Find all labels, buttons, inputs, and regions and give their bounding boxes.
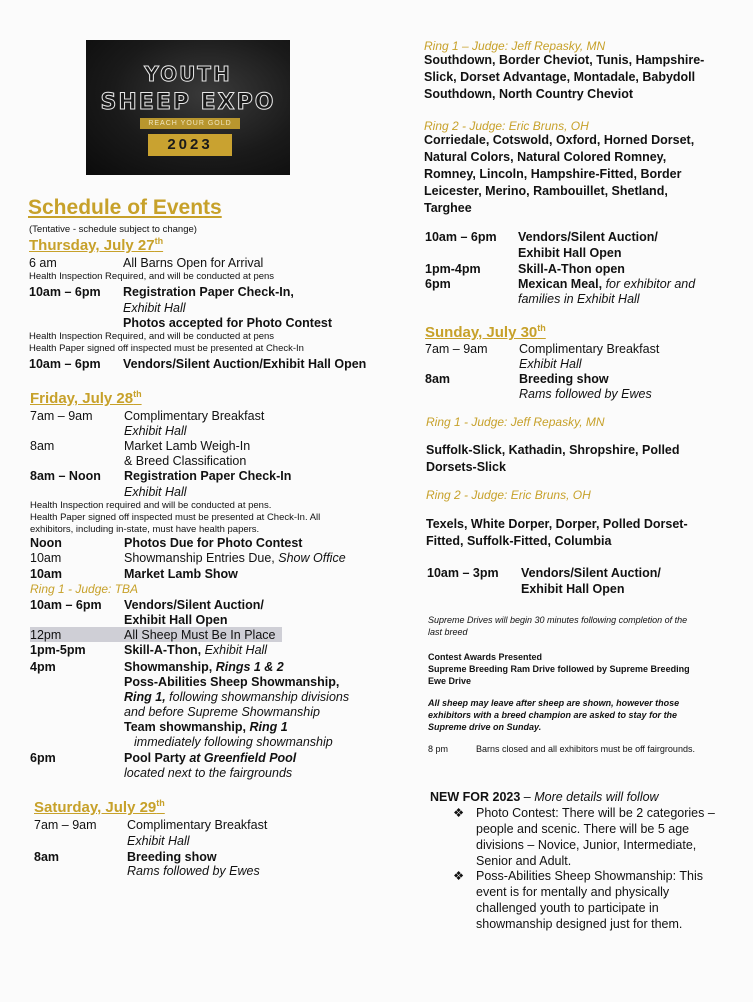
sat-s3-time: 6pm [425,277,451,291]
fri-r10-time: 4pm [30,660,56,674]
breed-line: Southdown, North Country Cheviot [424,87,634,101]
fri-r3-time: 8am – Noon [30,469,101,483]
fri-r6-text: Market Lamb Show [124,567,238,581]
sat-r1-text: Complimentary Breakfast [127,818,268,832]
fri-r2-text: Market Lamb Weigh-In [124,439,251,453]
sat-ring2-breeds [424,132,694,217]
thu-r3-text: Photos accepted for Photo Contest [123,316,333,330]
bullet-diamond-icon: ❖ [453,869,465,883]
sun-note4: All sheep may leave after sheep are shown, however those exhibitors with a breed champion are asked to stay for the Supreme drive on Sunday. [428,698,680,732]
sat-r2-time: 8am [34,850,60,864]
fri-r4-text: Photos Due for Photo Contest [124,536,303,550]
sun-r3-text2: Exhibit Hall Open [521,582,625,596]
thu-r4-time: 10am – 6pm [29,357,101,371]
sat-ring1-breeds [424,52,704,103]
thu-note3: Health Paper signed off inspected must be presented at Check-In [29,343,304,354]
saturday-heading: Saturday, July 29th [34,798,165,816]
thu-r2-sub: Exhibit Hall [123,301,186,315]
sun-r3-text: Vendors/Silent Auction/ [521,566,661,580]
fri-r10-b: Poss-Abilities Sheep Showmanship, [124,675,340,689]
sun-r1-time: 7am – 9am [425,342,488,356]
sat-ring1-judge: Ring 1 – Judge: Jeff Repasky, MN [424,39,606,53]
sun-r2-time: 8am [425,372,451,386]
fri-r7-time: 10am – 6pm [30,598,102,612]
sun-note2: Contest Awards Presented [428,652,543,662]
page-title: Schedule of Events [28,196,222,219]
breed-line: Corriedale, Cotswold, Oxford, Horned Dorset, [424,133,695,147]
fri-r11-text: Pool Party at Greenfield Pool [124,751,297,765]
bullet-diamond-icon: ❖ [453,806,465,820]
thu-r4-text: Vendors/Silent Auction/Exhibit Hall Open [123,357,367,371]
fri-r10-e: Team showmanship, Ring 1 [124,720,288,734]
breed-line: Slick, Dorset Advantage, Montadale, Babydoll [424,70,696,84]
fri-note2: Health Paper signed off inspected must be presented at Check-In. All [30,512,321,523]
fri-r1-time: 7am – 9am [30,409,93,423]
sun-ring2-judge: Ring 2 - Judge: Eric Bruns, OH [426,488,591,502]
sat-s3-text: Mexican Meal, for exhibitor and [518,277,696,291]
sun-r1-sub: Exhibit Hall [519,357,582,371]
fri-r9-text: Skill-A-Thon, Exhibit Hall [124,643,268,657]
fri-r3-text: Registration Paper Check-In [124,469,292,483]
thu-note2: Health Inspection Required, and will be conducted at pens [29,331,275,342]
breed-line: Southdown, Border Cheviot, Tunis, Hampshire- [424,53,705,67]
new-item-photo-contest: Photo Contest: There will be 2 categories – people and scenic. There will be 5 age divisions – Novice, Junior, Intermediate, Senior and Adult. [476,806,715,868]
fri-note3: exhibitors, including in-state, must have health papers. [30,524,260,535]
new-heading: NEW FOR 2023 – More details will follow [430,790,659,804]
thu-r2-time: 10am – 6pm [29,285,101,299]
fri-r5-text: Showmanship Entries Due, Show Office [124,551,346,565]
fri-r1-text: Complimentary Breakfast [124,409,265,423]
thursday-heading: Thursday, July 27th [29,236,164,254]
friday-heading: Friday, July 28th [30,389,142,407]
sat-s2-text: Skill-A-Thon open [518,262,625,276]
sun-close-text: Barns closed and all exhibitors must be off fairgrounds. [476,744,695,754]
logo-youth: YOUTH [144,62,232,86]
fri-r2-time: 8am [30,439,55,453]
sat-s2-time: 1pm-4pm [425,262,481,276]
sat-s1-text2: Exhibit Hall Open [518,246,622,260]
sun-r3-time: 10am – 3pm [427,566,499,580]
fri-r8-text: All Sheep Must Be In Place [124,628,276,642]
logo-sheep-expo: SHEEP EXPO [100,90,276,115]
sun-ring2-breeds [426,516,688,550]
thu-r1-text: All Barns Open for Arrival [123,256,264,270]
breed-line: Texels, White Dorper, Dorper, Polled Dorset- [426,517,688,531]
breed-line: Natural Colors, Natural Colored Romney, [424,150,667,164]
new-item-poss-abilities: Poss-Abilities Sheep Showmanship: This event is for mentally and physically challenged youth to participate in showmanship designed just for them. [476,869,703,931]
fri-r7-text: Vendors/Silent Auction/ [124,598,264,612]
fri-r10-a: Showmanship, Rings 1 & 2 [124,660,284,674]
breed-line: Fitted, Suffolk-Fitted, Columbia [426,534,612,548]
breed-line: Romney, Lincoln, Hampshire-Fitted, Border [424,167,682,181]
sun-r1-text: Complimentary Breakfast [519,342,660,356]
sun-r2-text: Breeding show [519,372,609,386]
fri-r10-c: Ring 1, following showmanship divisions [124,690,350,704]
fri-r10-f: immediately following showmanship [134,735,333,749]
thu-note1: Health Inspection Required, and will be conducted at pens [29,271,275,282]
expo-logo [86,40,290,175]
fri-r8-time: 12pm [30,628,62,642]
fri-r9-time: 1pm-5pm [30,643,86,657]
thu-r2-text: Registration Paper Check-In, [123,285,294,299]
fri-r7-text2: Exhibit Hall Open [124,613,228,627]
sat-s1-text: Vendors/Silent Auction/ [518,230,658,244]
fri-r6-time: 10am [30,567,62,581]
sun-r2-sub: Rams followed by Ewes [519,387,652,401]
fri-r5-time: 10am [30,551,62,565]
breed-line: Dorsets-Slick [426,460,506,474]
fri-note1: Health Inspection required and will be conducted at pens. [30,500,272,511]
sun-ring1-judge: Ring 1 - Judge: Jeff Repasky, MN [426,415,605,429]
breed-line: Suffolk-Slick, Kathadin, Shropshire, Polled [426,443,680,457]
sat-r2-sub: Rams followed by Ewes [127,864,260,878]
sat-s1-time: 10am – 6pm [425,230,497,244]
sun-note3: Supreme Breeding Ram Drive followed by Supreme Breeding Ewe Drive [428,664,690,686]
fri-r11-time: 6pm [30,751,56,765]
sat-r2-text: Breeding show [127,850,217,864]
logo-tagline: REACH YOUR GOLD [140,118,240,129]
thu-r1-time: 6 am [29,256,57,270]
sat-s3-sub: families in Exhibit Hall [518,292,640,306]
breed-line: Targhee [424,201,472,215]
fri-r1-sub: Exhibit Hall [124,424,187,438]
sat-r1-sub: Exhibit Hall [127,834,190,848]
logo-year: 2023 [148,134,232,156]
sat-ring2-judge: Ring 2 - Judge: Eric Bruns, OH [424,119,589,133]
fri-r11-sub: located next to the fairgrounds [124,766,293,780]
sun-note1: Supreme Drives will begin 30 minutes following completion of the last breed [428,615,688,637]
fri-r2-sub: & Breed Classification [124,454,247,468]
page-subtitle: (Tentative - schedule subject to change) [29,224,197,235]
sat-r1-time: 7am – 9am [34,818,97,832]
fri-r3-sub: Exhibit Hall [124,485,187,499]
fri-r10-d: and before Supreme Showmanship [124,705,320,719]
fri-r4-time: Noon [30,536,62,550]
fri-ring1: Ring 1 - Judge: TBA [30,582,139,596]
sun-close-time: 8 pm [428,744,449,754]
breed-line: Leicester, Merino, Rambouillet, Shetland, [424,184,668,198]
sunday-heading: Sunday, July 30th [425,323,546,341]
sun-ring1-breeds [426,442,680,476]
